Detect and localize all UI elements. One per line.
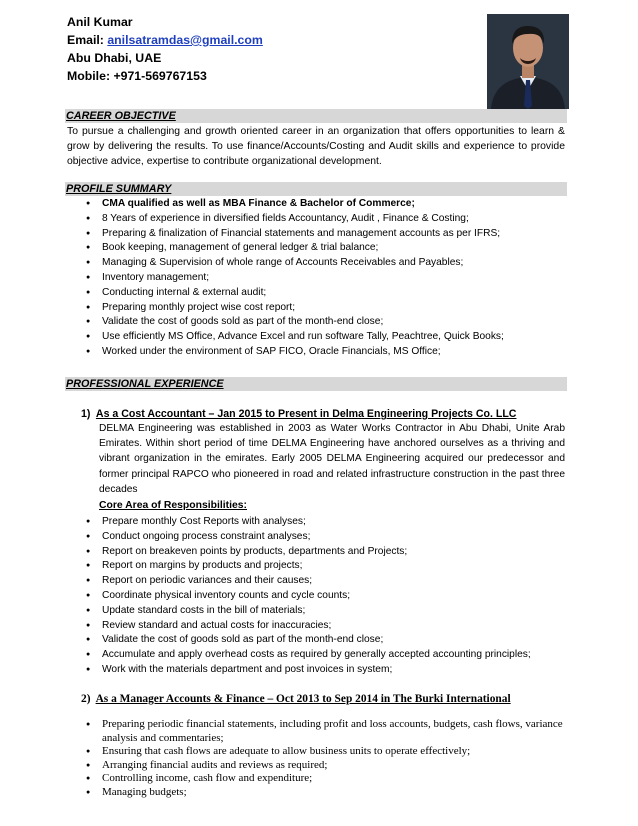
list-item: ● Book keeping, management of general ledger & trial balance;: [88, 241, 568, 256]
career-objective-text: To pursue a challenging and growth oriented career in an organization that offers opportunities to learn & grow by delivering the results. To use finance/Accounts/Costing and Audit skills and experience to provide objective advice, expertise to contribute organizational development.: [67, 126, 565, 167]
job1-responsibilities-list: [88, 515, 568, 678]
list-item: ● Update standard costs in the bill of materials;: [88, 604, 568, 619]
list-item: ● Coordinate physical inventory counts and cycle counts;: [88, 589, 568, 604]
job2-responsibilities-list: [88, 718, 568, 800]
list-item: ● Managing & Supervision of whole range of Accounts Receivables and Payables;: [88, 256, 568, 271]
list-item: ● Report on margins by products and projects;: [88, 559, 568, 574]
email-line: [67, 31, 263, 49]
list-item: ● CMA qualified as well as MBA Finance & Bachelor of Commerce;: [88, 197, 568, 212]
list-item: ● Accumulate and apply overhead costs as required by generally accepted accounting principles;: [88, 648, 568, 663]
list-item: ● Validate the cost of goods sold as part of the month-end close;: [88, 633, 568, 648]
email-label: Email:: [67, 33, 104, 47]
candidate-name: Anil Kumar: [67, 15, 133, 29]
job2-heading: [81, 693, 511, 705]
portrait-image: [487, 14, 569, 109]
list-item: ● Managing budgets;: [88, 786, 568, 800]
list-item: ● Inventory management;: [88, 271, 568, 286]
list-item: ● Report on periodic variances and their causes;: [88, 574, 568, 589]
location: Abu Dhabi, UAE: [67, 51, 162, 65]
job2-title: As a Manager Accounts & Finance – Oct 2013 to Sep 2014 in The Burki International: [95, 693, 511, 705]
list-item: ● Preparing monthly project wise cost report;: [88, 301, 568, 316]
list-item: ● Arranging financial audits and reviews as required;: [88, 759, 568, 773]
list-item: ● Conduct ongoing process constraint analyses;: [88, 530, 568, 545]
list-item: ● Review standard and actual costs for inaccuracies;: [88, 619, 568, 634]
list-item: ● Preparing & finalization of Financial statements and management accounts as per IFRS;: [88, 227, 568, 242]
profile-section-title: PROFILE SUMMARY: [66, 183, 172, 195]
list-item: ● Ensuring that cash flows are adequate to allow business units to operate effectively;: [88, 745, 568, 759]
experience-section-title: PROFESSIONAL EXPERIENCE: [66, 378, 224, 390]
job1-number: 1): [81, 408, 91, 420]
job1-title: As a Cost Accountant – Jan 2015 to Present in Delma Engineering Projects Co. LLC: [95, 408, 517, 420]
core-responsibilities-title: Core Area of Responsibilities:: [99, 500, 248, 511]
list-item: ● Use efficiently MS Office, Advance Excel and run software Tally, Peachtree, Quick Books;: [88, 330, 568, 345]
list-item: ● Worked under the environment of SAP FICO, Oracle Financials, MS Office;: [88, 345, 568, 360]
job1-company-description: DELMA Engineering was established in 2003 as Water Works Contractor in Abu Dhabi, Unite Arab Emirates. Within short period of time DELMA Engineering have anchored ourselves as a thriving and vibrant organization in the emirates. Early 2005 DELMA Engineering acquired our predecessor and former principal RAPCO who pioneered in road and related infrastructure construction in the past three decades: [99, 423, 565, 495]
job1-heading: [81, 408, 516, 420]
job2-number: 2): [81, 693, 91, 705]
list-item: ● Controlling income, cash flow and expenditure;: [88, 772, 568, 786]
contact-header: [67, 13, 263, 85]
email-link[interactable]: anilsatramdas@gmail.com: [107, 33, 263, 47]
list-item: ● Report on breakeven points by products, departments and Projects;: [88, 545, 568, 560]
mobile: Mobile: +971-569767153: [67, 69, 207, 83]
list-item: ● Work with the materials department and post invoices in system;: [88, 663, 568, 678]
profile-summary-list: [88, 197, 568, 360]
list-item: ● Prepare monthly Cost Reports with analyses;: [88, 515, 568, 530]
list-item: ● Validate the cost of goods sold as part of the month-end close;: [88, 315, 568, 330]
profile-photo: [487, 14, 569, 109]
list-item: ● Conducting internal & external audit;: [88, 286, 568, 301]
list-item: ● Preparing periodic financial statements, including profit and loss accounts, budgets, cash flows, variance analysis and commentaries;: [88, 718, 568, 745]
career-section-title: CAREER OBJECTIVE: [66, 110, 176, 122]
list-item: ● 8 Years of experience in diversified fields Accountancy, Audit , Finance & Costing;: [88, 212, 568, 227]
